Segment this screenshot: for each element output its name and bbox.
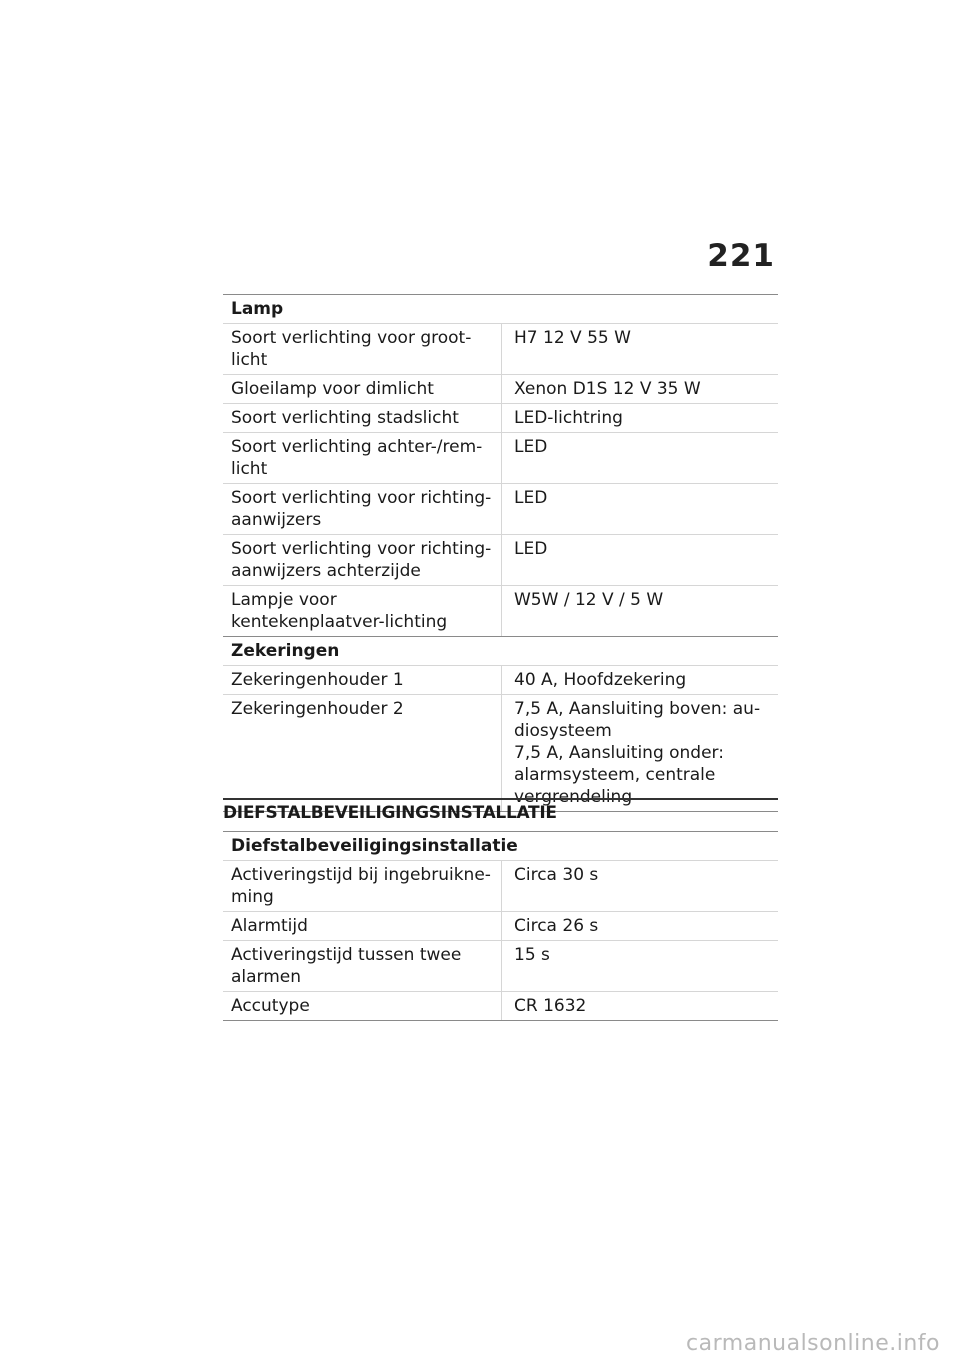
page-number: 221 xyxy=(707,238,775,274)
table-heading-row xyxy=(223,832,778,861)
row-value: H7 12 V 55 W xyxy=(502,324,779,375)
row-label: Zekeringenhouder 2 xyxy=(223,695,502,812)
row-label: Lampje voor kentekenplaatver-lichting xyxy=(223,586,502,637)
table-row xyxy=(223,912,778,941)
table-row xyxy=(223,484,778,535)
table-heading-alarm: Diefstalbeveiligingsinstallatie xyxy=(223,832,778,861)
row-value: Xenon D1S 12 V 35 W xyxy=(502,375,779,404)
table-row xyxy=(223,404,778,433)
row-value: 15 s xyxy=(502,941,779,992)
row-label: Soort verlichting stadslicht xyxy=(223,404,502,433)
row-label: Alarmtijd xyxy=(223,912,502,941)
table-heading-row xyxy=(223,295,778,324)
row-value: 40 A, Hoofdzekering xyxy=(502,666,779,695)
table-row xyxy=(223,861,778,912)
row-label: Activeringstijd bij ingebruikne-ming xyxy=(223,861,502,912)
watermark: carmanualsonline.info xyxy=(686,1331,940,1356)
row-label: Soort verlichting voor richting-aanwijzers achterzijde xyxy=(223,535,502,586)
row-value: W5W / 12 V / 5 W xyxy=(502,586,779,637)
row-label: Soort verlichting achter-/rem-licht xyxy=(223,433,502,484)
table-heading-fuses: Zekeringen xyxy=(223,637,778,666)
table-row xyxy=(223,324,778,375)
table-heading-lamp: Lamp xyxy=(223,295,778,324)
table-row xyxy=(223,666,778,695)
row-value: LED-lichtring xyxy=(502,404,779,433)
row-value: CR 1632 xyxy=(502,992,779,1021)
table-row xyxy=(223,535,778,586)
row-value: LED xyxy=(502,484,779,535)
row-value: 7,5 A, Aansluiting boven: au-diosysteem xyxy=(514,699,761,741)
row-label: Zekeringenhouder 1 xyxy=(223,666,502,695)
row-label: Soort verlichting voor groot-licht xyxy=(223,324,502,375)
table-row xyxy=(223,375,778,404)
row-value: Circa 30 s xyxy=(502,861,779,912)
row-label: Accutype xyxy=(223,992,502,1021)
row-label: Activeringstijd tussen twee alarmen xyxy=(223,941,502,992)
row-value: LED xyxy=(502,433,779,484)
row-label: Soort verlichting voor richting-aanwijzers xyxy=(223,484,502,535)
table-row xyxy=(223,992,778,1021)
table-row xyxy=(223,695,778,812)
table-row xyxy=(223,586,778,637)
anti-theft-table xyxy=(223,831,778,1021)
row-value: 7,5 A, Aansluiting onder: alarmsysteem, centrale vergrendeling xyxy=(514,743,724,807)
row-label: Gloeilamp voor dimlicht xyxy=(223,375,502,404)
table-row xyxy=(223,941,778,992)
table-row xyxy=(223,433,778,484)
row-value: LED xyxy=(502,535,779,586)
row-value: Circa 26 s xyxy=(502,912,779,941)
table-heading-row xyxy=(223,637,778,666)
section-heading: DIEFSTALBEVEILIGINGSINSTALLATIE xyxy=(223,798,778,823)
row-value-multi xyxy=(502,695,779,812)
lamp-and-fuse-table xyxy=(223,294,778,812)
